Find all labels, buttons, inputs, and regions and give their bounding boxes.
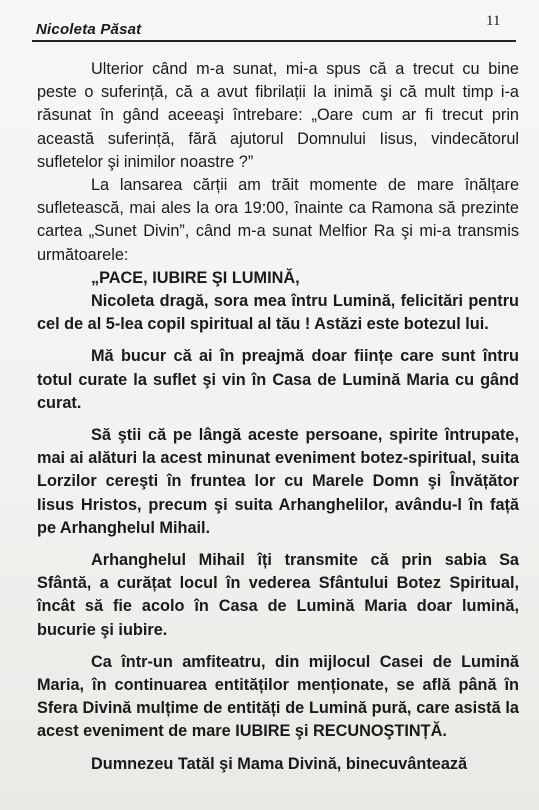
page-number: 11 (486, 13, 501, 29)
message-paragraph-6: Dumnezeu Tatăl şi Mama Divină, binecuvântează (91, 754, 468, 773)
paragraph-1: Ulterior când m-a sunat, mi-a spus că a trecut cu bine peste o suferință, că a avut fibrilații la inimă şi că mult timp i-a răsunat în gând aceeaşi întrebare: „Oare cum ar fi trecut prin această suferință, fără ajutorul Domnului Iisus, vindecătorul sufletelor şi inimilor noastre ?” (37, 60, 519, 171)
header-divider (32, 40, 516, 42)
message-paragraph-4: Arhanghelul Mihail îți transmite că prin sabia Sa Sfântă, a curățat locul în vederea Sfântului Botez Spiritual, încât să fie acolo în Casa de Lumină Maria doar lumină, bucurie şi iubire. (37, 551, 519, 639)
message-paragraph-3: Să ştii că pe lângă aceste persoane, spirite întrupate, mai ai alături la acest minunat eveniment botez-spiritual, suita Lorzilor cereşti în fruntea lor cu Marele Domn şi Învățător Iisus Hristos, precum şi suita Arhanghelilor, avându-l în față pe Arhanghelul Mihail. (37, 426, 519, 537)
running-header-author: Nicoleta Păsat (36, 21, 142, 38)
paragraph-2: La lansarea cărții am trăit momente de mare înălțare sufletească, mai ales la ora 19:00, înainte ca Ramona să prezinte cartea „Sunet Divin”, când m-a sunat Melfior Ra şi mi-a transmis următoarele: (37, 176, 519, 264)
page-body (37, 58, 519, 776)
message-paragraph-5: Ca într-un amfiteatru, din mijlocul Casei de Lumină Maria, în continuarea entităților menționate, se află până în Sfera Divină mulțime de entități de Lumină pură, care asistă la acest eveniment de mare IUBIRE şi RECUNOŞTINȚĂ. (37, 652, 519, 741)
message-paragraph-1: Nicoleta dragă, sora mea întru Lumină, felicitări pentru cel de al 5-lea copil spiritual al tău ! Astăzi este botezul lui. (37, 292, 519, 334)
message-paragraph-2: Mă bucur că ai în preajmă doar ființe care sunt întru totul curate la suflet şi vin în Casa de Lumină Maria cu gând curat. (37, 347, 519, 412)
message-salutation: „PACE, IUBIRE ŞI LUMINĂ, (91, 268, 300, 287)
